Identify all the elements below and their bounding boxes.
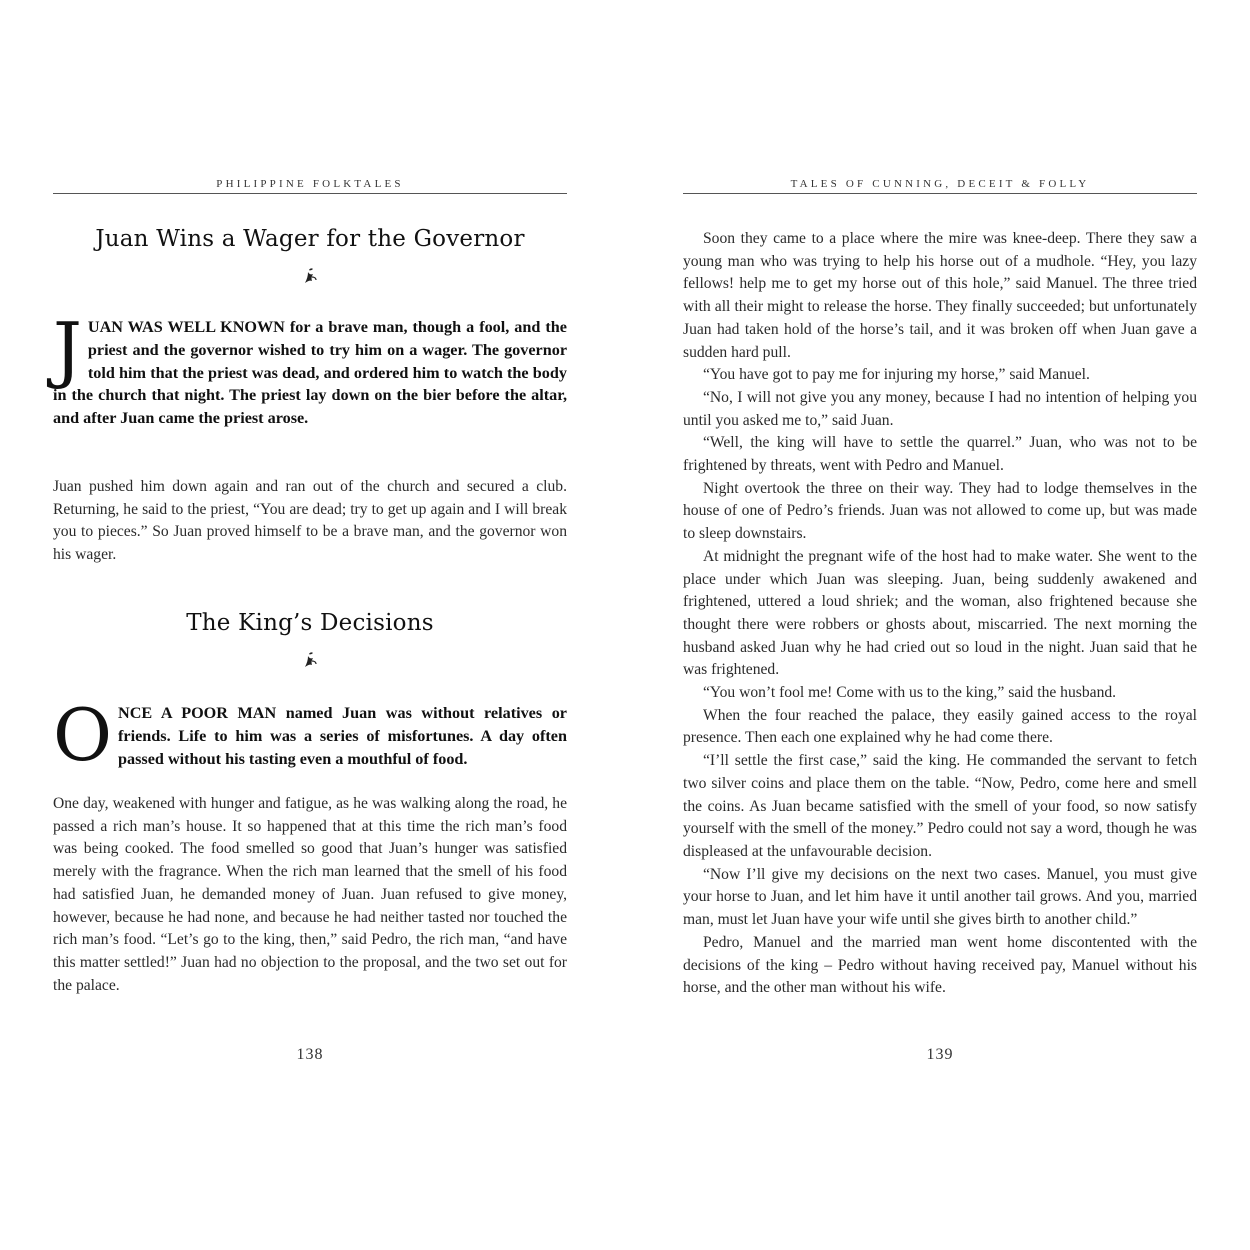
paragraph: At midnight the pregnant wife of the host had to make water. She went to the place under which Juan was sleeping. Juan, being suddenly awakened and frightened, uttered a loud shriek; and the woman, also frightened because she thought there were robbers or ghosts about, miscarried. The next morning the husband asked Juan why he had cried out so loud in the night. Juan said that he was frightened.	[683, 547, 1197, 679]
paragraph: “You won’t fool me! Come with us to the king,” said the husband.	[703, 684, 1117, 702]
story-body: Juan pushed him down again and ran out of the church and secured a club. Returning, he said to the priest, “You are dead; try to get up again and I will break you to pieces.” So Juan proved himself to be a brave man, and the governor won his wager.	[53, 478, 567, 564]
right-page	[683, 0, 1197, 1250]
header-rule	[683, 193, 1197, 194]
paragraph: “You have got to pay me for injuring my horse,” said Manuel.	[703, 366, 1090, 384]
paragraph: “No, I will not give you any money, because I had no intention of helping you until you asked me to,” said Juan.	[683, 388, 1197, 429]
drop-cap: J	[53, 307, 82, 391]
fleuron-icon	[300, 266, 320, 286]
story-lead: JUAN WAS WELL KNOWN for a brave man, though a fool, and the priest and the governor wished to try him on a wager. The governor told him that the priest was dead, and ordered him to watch the body in the church that night. The priest lay down on the bier before the altar, and after Juan came the priest arose.	[53, 307, 567, 428]
paragraph: “I’ll settle the first case,” said the king. He commanded the servant to fetch two silver coins and place them on the table. “Now, Pedro, come here and smell the coins. As Juan became satisfied with the smell of your food, so now satisfy yourself with the smell of the money.” Pedro could not say a word, though he was displeased at the unfavourable decision.	[683, 752, 1197, 860]
story-lead: ONCE A POOR MAN named Juan was without relatives or friends. Life to him was a series of misfortunes. A day often passed without his tasting even a mouthful of food.	[53, 693, 567, 777]
running-head: TALES OF CUNNING, DECEIT & FOLLY	[790, 178, 1090, 190]
paragraph: Soon they came to a place where the mire was knee-deep. There they saw a young man who was trying to help his horse out of a mudhole. “Hey, you lazy fellows! help me to get my horse out of this hole,” said Manuel. The three tried with all their might to release the horse. They finally succeeded; but unfortunately Juan had taken hold of the horse’s tail, and it was broken off when Juan gave a sudden hard pull.	[683, 230, 1197, 361]
page-number: 138	[296, 1046, 324, 1063]
drop-cap: O	[53, 693, 113, 777]
story-title: Juan Wins a Wager for the Governor	[95, 226, 525, 252]
story-title: The King’s Decisions	[186, 610, 434, 636]
paragraph: Night overtook the three on their way. They had to lodge themselves in the house of one of Pedro’s friends. Juan was not allowed to come up, but was made to sleep downstairs.	[683, 479, 1197, 543]
page-number: 139	[926, 1046, 954, 1063]
paragraph: “Now I’ll give my decisions on the next two cases. Manuel, you must give your horse to Juan, and let him have it until another tail grows. And you, married man, must let Juan have your wife until she gives birth to another child.”	[683, 865, 1197, 929]
running-head: PHILIPPINE FOLKTALES	[216, 178, 404, 190]
story-continuation	[683, 228, 1197, 1000]
left-page	[53, 0, 567, 1250]
paragraph: When the four reached the palace, they easily gained access to the royal presence. Then each one explained why he had come there.	[683, 706, 1197, 747]
fleuron-icon	[300, 650, 320, 670]
story-body: One day, weakened with hunger and fatigue, as he was walking along the road, he passed a rich man’s house. It so happened that at this time the rich man’s food was being cooked. The food smelled so good that Juan’s hunger was satisfied merely with the fragrance. When the rich man learned that the smell of his food had satisfied Juan, he demanded money of Juan. Juan refused to give money, however, because he had none, and because he had neither tasted nor touched the rich man’s food. “Let’s go to the king, then,” said Pedro, the rich man, “and have this matter settled!” Juan had no objection to the proposal, and the two set out for the palace.	[53, 795, 567, 994]
paragraph: Pedro, Manuel and the married man went home discontented with the decisions of the king – Pedro without having received pay, Manuel without his horse, and the other man without his wife.	[683, 933, 1197, 997]
paragraph: “Well, the king will have to settle the quarrel.” Juan, who was not to be frightened by threats, went with Pedro and Manuel.	[683, 434, 1197, 475]
header-rule	[53, 193, 567, 194]
